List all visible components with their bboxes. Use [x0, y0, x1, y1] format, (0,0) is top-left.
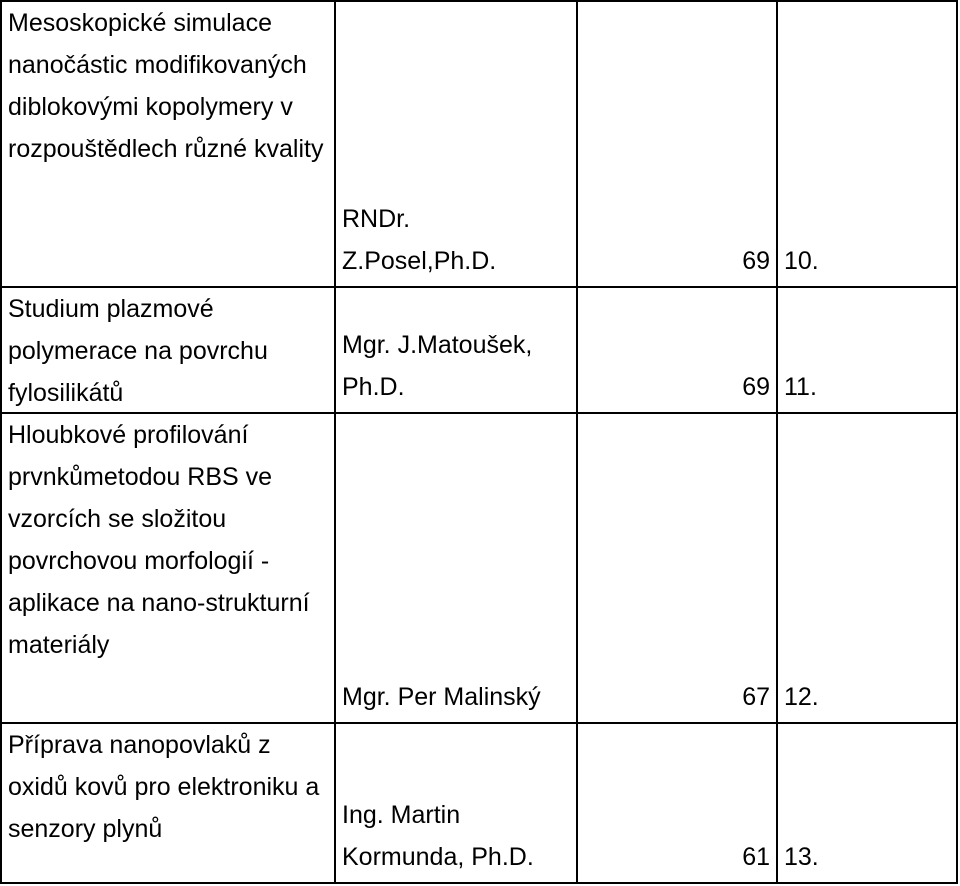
rank-cell [777, 723, 957, 883]
thesis-title: Studium plazmové polymerace na povrchu fylosilikátů [8, 295, 268, 407]
thesis-title-cell [1, 287, 335, 413]
thesis-title-cell [1, 1, 335, 287]
rank-cell [777, 1, 957, 287]
thesis-title: Hloubkové profilování prvnkůmetodou RBS ve vzorcích se složitou povrchovou morfologií - aplikace na nano-strukturní materiály [8, 421, 310, 659]
rank-cell [777, 287, 957, 413]
score-value: 69 [742, 373, 770, 401]
supervisor-name: Mgr. J.Matoušek, Ph.D. [342, 331, 533, 401]
supervisor-cell [335, 723, 577, 883]
supervisor-cell [335, 1, 577, 287]
thesis-title: Příprava nanopovlaků z oxidů kovů pro elektroniku a senzory plynů [8, 731, 320, 843]
score-cell [577, 1, 777, 287]
score-cell [577, 287, 777, 413]
supervisor-cell [335, 287, 577, 413]
score-value: 69 [742, 247, 770, 275]
score-value: 67 [742, 683, 770, 711]
supervisor-name: Mgr. Per Malinský [342, 683, 541, 711]
score-cell [577, 723, 777, 883]
table-row [1, 287, 957, 413]
thesis-title: Mesoskopické simulace nanočástic modifikovaných diblokovými kopolymery v rozpouštědlech různé kvality [8, 9, 324, 163]
rank-value: 13. [784, 843, 819, 871]
rank-value: 12. [784, 683, 819, 711]
rank-cell [777, 413, 957, 723]
thesis-title-cell [1, 723, 335, 883]
supervisor-name: Ing. Martin Kormunda, Ph.D. [342, 801, 534, 871]
rank-value: 11. [784, 373, 817, 401]
table-row [1, 1, 957, 287]
thesis-title-cell [1, 413, 335, 723]
rank-value: 10. [784, 247, 819, 275]
supervisor-name: RNDr. Z.Posel,Ph.D. [342, 205, 497, 275]
table-row [1, 413, 957, 723]
table-row [1, 723, 957, 883]
score-cell [577, 413, 777, 723]
score-value: 61 [742, 843, 770, 871]
supervisor-cell [335, 413, 577, 723]
